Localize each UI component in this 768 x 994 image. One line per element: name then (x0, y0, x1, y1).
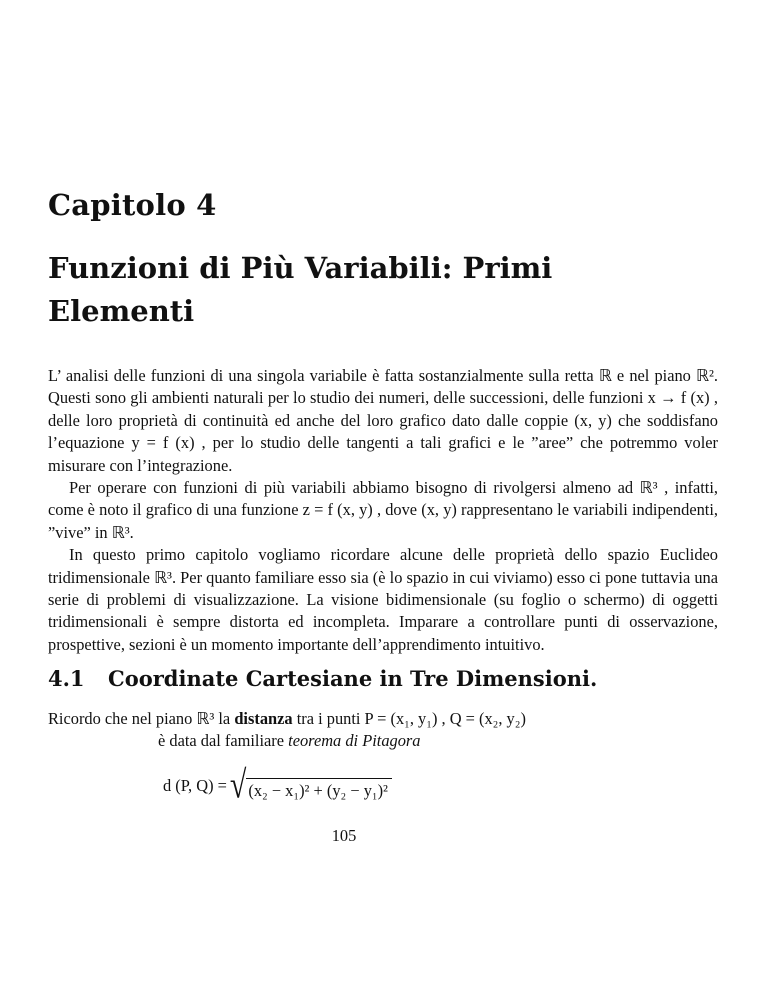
formula-radicand: (x₂ − x₁)² + (y₂ − y₁)² (246, 778, 392, 801)
formula-lhs: d (P, Q) = (163, 776, 227, 795)
page-number: 105 (331, 826, 357, 845)
section-title: Coordinate Cartesiane in Tre Dimensioni. (108, 666, 598, 691)
section-text (48, 708, 718, 753)
section-line-2 (48, 730, 718, 752)
pythagoras-term: teorema di Pitagora (288, 731, 421, 751)
square-root-icon: √ (229, 763, 247, 807)
chapter-label: Capitolo 4 (48, 188, 217, 222)
section-number: 4.1 (48, 666, 85, 691)
paragraph-3: In questo primo capitolo vogliamo ricordare alcune delle proprietà dello spazio Euclideo tridimensionale ℝ³. Per quanto familiare esso sia (è lo spazio in cui viviamo) esso ci pone tuttavia una serie di problemi di visualizzazione. La visione bidimensionale (su foglio o schermo) di oggetti tridimensionali è sempre distorta ed incompleta. Imparare a controllare punti di osservazione, prospettive, sezioni è un momento importante dell’apprendimento intuitivo. (48, 545, 718, 654)
document-page (48, 0, 720, 994)
section-heading (48, 666, 720, 691)
distance-formula (163, 763, 392, 807)
line2-pre: è data dal familiare (158, 731, 289, 751)
distance-term: distanza (234, 709, 293, 728)
chapter-title: Funzioni di Più Variabili: Primi Elementi (48, 251, 553, 328)
paragraph-2: Per operare con funzioni di più variabili abbiamo bisogno di rivolgersi almeno ad ℝ³ , infatti, come è noto il grafico di una funzione z = f (x, y) , dove (x, y) rappresentano le variabili indipendenti, ”vive” in ℝ³. (48, 478, 718, 542)
section-line-1 (48, 708, 718, 730)
line1-post: tra i punti P = (x₁, y₁) , Q = (x₂, y₂) (292, 709, 526, 728)
intro-text (48, 365, 718, 656)
paragraph-1: L’ analisi delle funzioni di una singola variabile è fatta sostanzialmente sulla retta ℝ e nel piano ℝ². Questi sono gli ambienti naturali per lo studio dei numeri, delle successioni, delle funzioni x → f (x) , delle loro proprietà di continuità ed anche del loro grafico dato dalle coppie (x, y) che soddisfano l’equazione y = f (x) , per lo studio delle tangenti a tali grafici e le ”aree” che potremmo voler misurare con l’integrazione. (48, 366, 718, 475)
line1-pre: Ricordo che nel piano ℝ³ la (48, 709, 235, 728)
